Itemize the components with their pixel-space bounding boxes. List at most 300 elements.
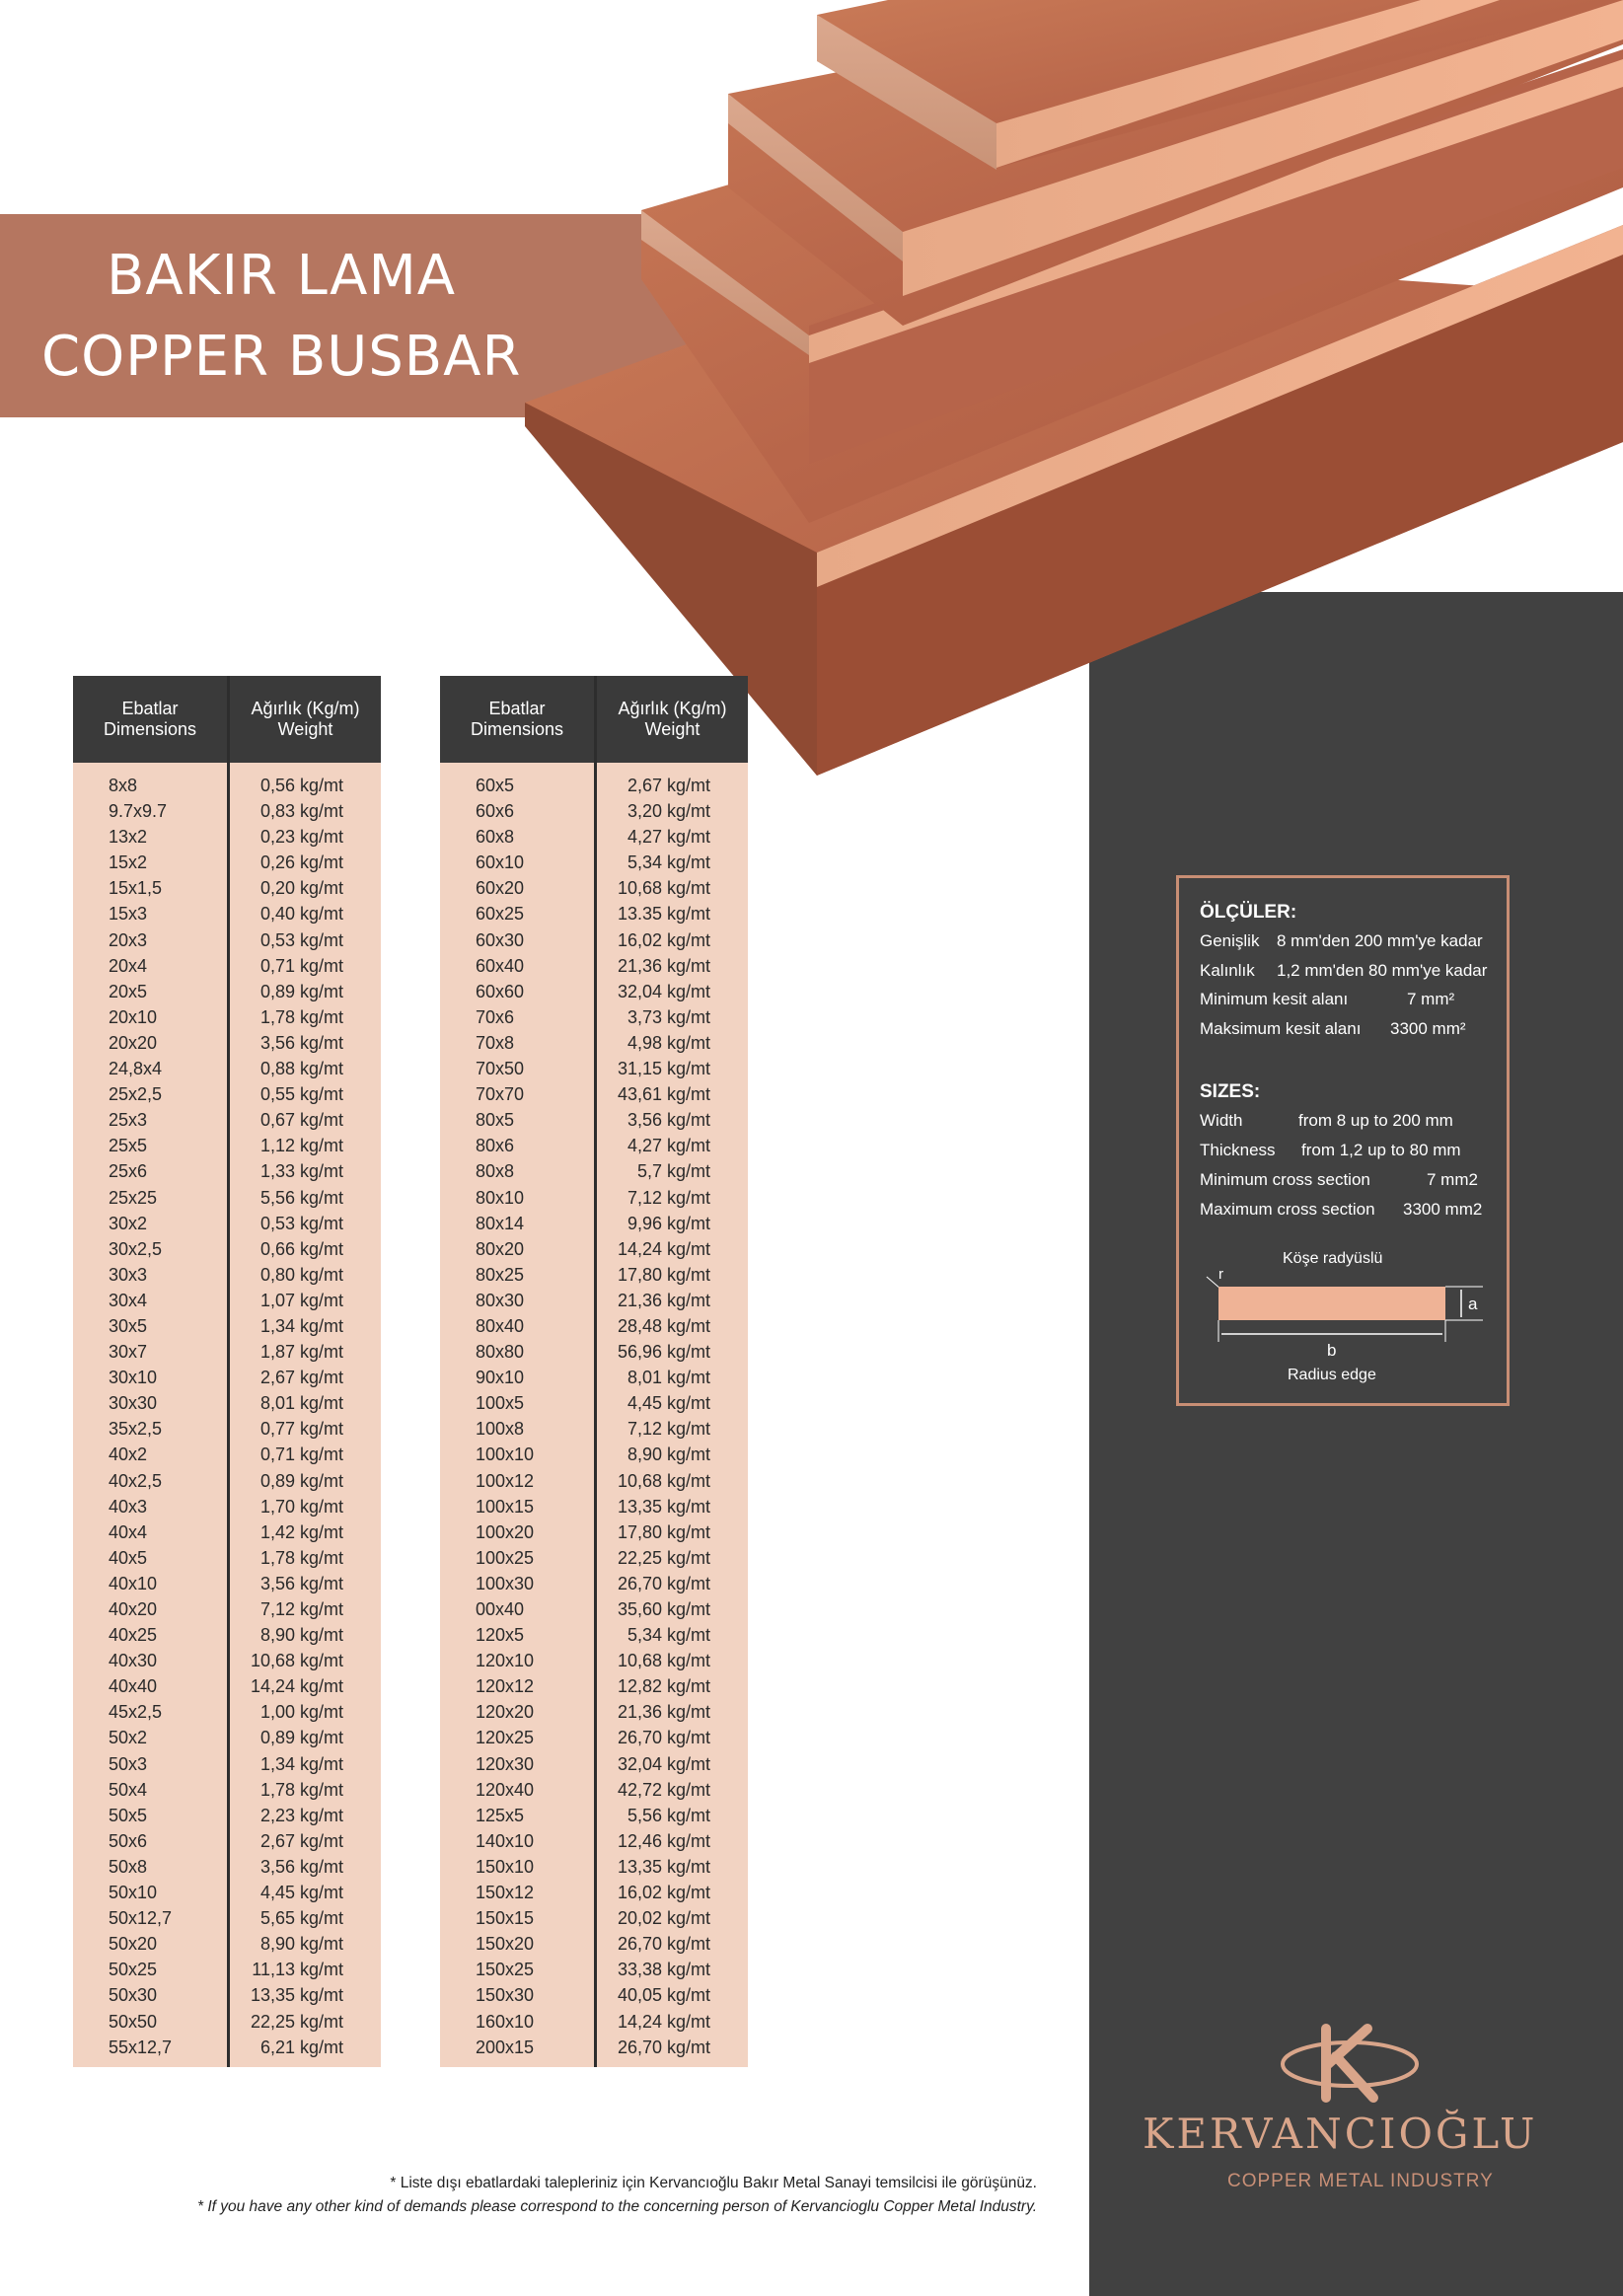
dimension-cell: 40x4 (109, 1521, 148, 1542)
weight-cell: 1,70 kg/mt (259, 1496, 343, 1517)
weight-cell: 26,70 kg/mt (617, 1573, 710, 1593)
header-dimensions (440, 676, 594, 763)
table-row (440, 1416, 748, 1442)
table-row (73, 1339, 381, 1365)
weight-cell: 13,35 kg/mt (250, 1985, 343, 2006)
title-turkish: BAKIR LAMA (107, 244, 457, 308)
dimension-cell: 50x10 (109, 1883, 158, 1903)
dimension-cell: 200x15 (476, 2037, 535, 2057)
table-row (73, 798, 381, 824)
weight-cell: 17,80 kg/mt (617, 1521, 710, 1542)
weight-cell: 1,78 kg/mt (259, 1006, 343, 1027)
weight-cell: 14,24 kg/mt (250, 1676, 343, 1697)
table-row (73, 901, 381, 926)
weight-cell: 5,65 kg/mt (259, 1908, 343, 1929)
weight-cell: 0,53 kg/mt (259, 1213, 343, 1233)
table-row (73, 1673, 381, 1699)
dimensions-table-right (440, 676, 748, 2067)
spec-value: 1,2 mm'den 80 mm'ye kadar (1277, 961, 1488, 980)
diagram-a-label: a (1468, 1295, 1478, 1313)
dimension-cell: 25x2,5 (109, 1084, 163, 1105)
table-row (440, 1931, 748, 1957)
dimension-cell: 60x30 (476, 929, 525, 950)
weight-cell: 4,45 kg/mt (627, 1393, 710, 1414)
table-row (73, 850, 381, 875)
table-row (73, 1107, 381, 1133)
dimension-cell: 15x1,5 (109, 878, 163, 899)
table-row (440, 1390, 748, 1416)
weight-cell: 32,04 kg/mt (617, 1753, 710, 1774)
weight-cell: 22,25 kg/mt (617, 1547, 710, 1568)
weight-cell: 0,83 kg/mt (259, 801, 343, 822)
table-row (73, 773, 381, 798)
dimension-cell: 40x10 (109, 1573, 158, 1593)
dimension-cell: 50x5 (109, 1805, 148, 1825)
dimension-cell: 60x8 (476, 827, 515, 848)
dimension-cell: 13x2 (109, 827, 148, 848)
dimension-cell: 80x25 (476, 1264, 525, 1285)
table-row (73, 953, 381, 979)
table-row (440, 1056, 748, 1081)
table-row (440, 1081, 748, 1107)
table-row (440, 850, 748, 875)
dimension-cell: 50x50 (109, 2011, 158, 2032)
spec-label: Kalınlık (1200, 961, 1255, 980)
spec-label: Maximum cross section (1200, 1200, 1375, 1219)
weight-cell: 8,90 kg/mt (627, 1444, 710, 1465)
table-row (73, 1211, 381, 1236)
weight-cell: 9,96 kg/mt (627, 1213, 710, 1233)
spec-label: Genişlik (1200, 931, 1260, 950)
footnote-en: * If you have any other kind of demands please correspond to the concerning person of Kervancioglu Copper Metal Industry. (197, 2198, 1037, 2215)
spec-row-en (1200, 1111, 1453, 1131)
table-row (73, 1982, 381, 2008)
spec-label: Thickness (1200, 1141, 1276, 1159)
table-row (440, 1211, 748, 1236)
table-row (440, 1880, 748, 1905)
table-row (440, 1648, 748, 1673)
weight-cell: 0,71 kg/mt (259, 955, 343, 976)
dimension-cell: 15x3 (109, 904, 148, 925)
dimension-cell: 80x80 (476, 1342, 525, 1363)
table-row (73, 824, 381, 850)
dimension-cell: 30x2,5 (109, 1238, 163, 1259)
dimension-cell: 60x6 (476, 801, 515, 822)
table-row (440, 1185, 748, 1211)
dimension-cell: 50x25 (109, 1960, 158, 1980)
weight-cell: 14,24 kg/mt (617, 1238, 710, 1259)
table-row (440, 1262, 748, 1288)
table-row (73, 1004, 381, 1030)
spec-row-tr (1200, 931, 1483, 951)
table-row (73, 1880, 381, 1905)
dimension-cell: 120x25 (476, 1728, 535, 1748)
table-row (440, 1957, 748, 1982)
weight-cell: 20,02 kg/mt (617, 1908, 710, 1929)
spec-row-en (1200, 1141, 1461, 1160)
table-row (73, 1622, 381, 1648)
header-dimensions (73, 676, 227, 763)
weight-cell: 7,12 kg/mt (259, 1599, 343, 1619)
dimension-cell: 25x25 (109, 1187, 158, 1208)
weight-cell: 8,90 kg/mt (259, 1934, 343, 1955)
dimension-cell: 40x2 (109, 1444, 148, 1465)
table-row (73, 927, 381, 953)
table-row (440, 1571, 748, 1596)
weight-cell: 43,61 kg/mt (617, 1084, 710, 1105)
spec-value: 7 mm2 (1427, 1170, 1478, 1189)
weight-cell: 1,34 kg/mt (259, 1315, 343, 1336)
dimension-cell: 120x12 (476, 1676, 535, 1697)
dimension-cell: 30x5 (109, 1315, 148, 1336)
table-row (440, 1905, 748, 1931)
weight-cell: 10,68 kg/mt (617, 878, 710, 899)
table-row (440, 773, 748, 798)
weight-cell: 1,33 kg/mt (259, 1161, 343, 1182)
dimension-cell: 50x20 (109, 1934, 158, 1955)
dimension-cell: 90x10 (476, 1368, 525, 1388)
table-row (440, 798, 748, 824)
dimension-cell: 80x5 (476, 1110, 515, 1131)
dimension-cell: 20x20 (109, 1032, 158, 1053)
weight-cell: 4,27 kg/mt (627, 1136, 710, 1156)
weight-cell: 0,53 kg/mt (259, 929, 343, 950)
spec-label: Width (1200, 1111, 1243, 1130)
weight-cell: 13.35 kg/mt (617, 904, 710, 925)
specifications-box (1176, 875, 1510, 1406)
weight-cell: 31,15 kg/mt (617, 1059, 710, 1079)
table-row (73, 1288, 381, 1313)
table-row (440, 1622, 748, 1648)
spec-value: 3300 mm2 (1403, 1200, 1483, 1219)
weight-cell: 4,98 kg/mt (627, 1032, 710, 1053)
dimension-cell: 80x30 (476, 1290, 525, 1310)
table-row (73, 1158, 381, 1184)
dimension-cell: 30x2 (109, 1213, 148, 1233)
dimension-cell: 150x30 (476, 1985, 535, 2006)
dimension-cell: 50x30 (109, 1985, 158, 2006)
dimension-cell: 80x40 (476, 1315, 525, 1336)
dimension-cell: 125x5 (476, 1805, 525, 1825)
weight-cell: 1,78 kg/mt (259, 1547, 343, 1568)
dimension-cell: 80x6 (476, 1136, 515, 1156)
dimension-cell: 50x3 (109, 1753, 148, 1774)
weight-cell: 40,05 kg/mt (617, 1985, 710, 2006)
table-row (440, 979, 748, 1004)
table-row (73, 1081, 381, 1107)
weight-cell: 12,82 kg/mt (617, 1676, 710, 1697)
weight-cell: 3,73 kg/mt (627, 1006, 710, 1027)
dimension-cell: 55x12,7 (109, 2037, 173, 2057)
table-row (440, 1673, 748, 1699)
table-row (73, 1931, 381, 1957)
weight-cell: 0,20 kg/mt (259, 878, 343, 899)
table-row (73, 1828, 381, 1854)
weight-cell: 26,70 kg/mt (617, 1934, 710, 1955)
table-row (440, 927, 748, 953)
table-row (440, 1803, 748, 1828)
weight-cell: 2,23 kg/mt (259, 1805, 343, 1825)
dimension-cell: 20x5 (109, 981, 148, 1001)
weight-cell: 4,45 kg/mt (259, 1883, 343, 1903)
weight-cell: 0,80 kg/mt (259, 1264, 343, 1285)
weight-cell: 7,12 kg/mt (627, 1187, 710, 1208)
table-row (440, 1545, 748, 1571)
weight-cell: 0,77 kg/mt (259, 1419, 343, 1440)
weight-cell: 5,56 kg/mt (259, 1187, 343, 1208)
table-row (440, 1777, 748, 1803)
weight-cell: 2,67 kg/mt (259, 1368, 343, 1388)
table-row (73, 875, 381, 901)
table-row (440, 1468, 748, 1494)
dimension-cell: 70x50 (476, 1059, 525, 1079)
dimension-cell: 25x5 (109, 1136, 148, 1156)
table-row (73, 1056, 381, 1081)
header-weight-en: Weight (277, 719, 333, 739)
weight-cell: 1,78 kg/mt (259, 1779, 343, 1800)
weight-cell: 17,80 kg/mt (617, 1264, 710, 1285)
weight-cell: 21,36 kg/mt (617, 1702, 710, 1723)
dimension-cell: 100x20 (476, 1521, 535, 1542)
table-row (440, 953, 748, 979)
table-row (440, 2009, 748, 2035)
table-row (73, 1313, 381, 1339)
weight-cell: 16,02 kg/mt (617, 929, 710, 950)
table-row (73, 1236, 381, 1262)
diagram-busbar (1218, 1287, 1445, 1320)
dimension-cell: 70x70 (476, 1084, 525, 1105)
dimensions-table-left (73, 676, 381, 2067)
table-row (440, 1313, 748, 1339)
weight-cell: 0,89 kg/mt (259, 981, 343, 1001)
spec-value: from 1,2 up to 80 mm (1301, 1141, 1461, 1159)
table-row (440, 875, 748, 901)
table-row (440, 1725, 748, 1750)
dimension-cell: 60x60 (476, 981, 525, 1001)
table-row (440, 1699, 748, 1725)
table-row (73, 1365, 381, 1390)
dimension-cell: 80x14 (476, 1213, 525, 1233)
weight-cell: 1,00 kg/mt (259, 1702, 343, 1723)
table-row (440, 1494, 748, 1519)
dimension-cell: 30x30 (109, 1393, 158, 1414)
weight-cell: 0,40 kg/mt (259, 904, 343, 925)
weight-cell: 12,46 kg/mt (617, 1830, 710, 1851)
table-row (73, 1390, 381, 1416)
spec-value: 8 mm'den 200 mm'ye kadar (1277, 931, 1483, 950)
table-row (440, 1854, 748, 1880)
dimension-cell: 45x2,5 (109, 1702, 163, 1723)
dimension-cell: 100x10 (476, 1444, 535, 1465)
table-row (440, 1339, 748, 1365)
weight-cell: 0,66 kg/mt (259, 1238, 343, 1259)
table-row (73, 1854, 381, 1880)
brand-tagline: COPPER METAL INDUSTRY (1227, 2171, 1494, 2191)
weight-cell: 3,56 kg/mt (259, 1573, 343, 1593)
weight-cell: 2,67 kg/mt (259, 1830, 343, 1851)
dimension-cell: 150x15 (476, 1908, 535, 1929)
weight-cell: 10,68 kg/mt (250, 1651, 343, 1671)
table-row (73, 1803, 381, 1828)
table-rows (440, 773, 748, 2060)
spec-row-tr (1200, 1019, 1466, 1039)
spec-label: Minimum kesit alanı (1200, 990, 1349, 1008)
weight-cell: 0,55 kg/mt (259, 1084, 343, 1105)
weight-cell: 0,71 kg/mt (259, 1444, 343, 1465)
footnote-tr: * Liste dışı ebatlardaki talepleriniz için Kervancıoğlu Bakır Metal Sanayi temsilcisi ile görüşünüz. (390, 2175, 1037, 2191)
dimension-cell: 100x8 (476, 1419, 525, 1440)
dimension-cell: 100x25 (476, 1547, 535, 1568)
spec-row-en (1200, 1200, 1483, 1220)
spec-value: 7 mm² (1407, 990, 1455, 1008)
table-row (73, 1416, 381, 1442)
table-row (73, 979, 381, 1004)
dimension-cell: 60x5 (476, 776, 515, 795)
dimension-cell: 40x20 (109, 1599, 158, 1619)
brand-name: KERVANCIOĞLU (1143, 2110, 1538, 2158)
dimension-cell: 15x2 (109, 852, 148, 873)
header-weight-en: Weight (644, 719, 701, 739)
dimension-cell: 60x25 (476, 904, 525, 925)
table-row (440, 1982, 748, 2008)
dimension-cell: 24,8x4 (109, 1059, 163, 1079)
weight-cell: 26,70 kg/mt (617, 2037, 710, 2057)
table-row (73, 1468, 381, 1494)
weight-cell: 4,27 kg/mt (627, 827, 710, 848)
table-row (73, 1596, 381, 1622)
dimension-cell: 60x20 (476, 878, 525, 899)
dimension-cell: 60x10 (476, 852, 525, 873)
weight-cell: 35,60 kg/mt (617, 1599, 710, 1619)
dimension-cell: 40x25 (109, 1625, 158, 1646)
dimension-cell: 120x10 (476, 1651, 535, 1671)
dimension-cell: 100x12 (476, 1470, 535, 1491)
dimension-cell: 30x4 (109, 1290, 148, 1310)
diagram-bottom-label: Radius edge (1288, 1367, 1376, 1383)
dimension-cell: 40x5 (109, 1547, 148, 1568)
header-weight-tr: Ağırlık (Kg/m) (618, 699, 727, 718)
weight-cell: 8,01 kg/mt (627, 1368, 710, 1388)
weight-cell: 0,89 kg/mt (259, 1470, 343, 1491)
dimension-cell: 25x6 (109, 1161, 148, 1182)
dimension-cell: 30x3 (109, 1264, 148, 1285)
table-row (440, 1288, 748, 1313)
header-dimensions-tr: Ebatlar (121, 699, 179, 718)
weight-cell: 42,72 kg/mt (617, 1779, 710, 1800)
header-weight (230, 676, 381, 763)
radius-edge-diagram (1179, 1243, 1507, 1391)
dimension-cell: 40x40 (109, 1676, 158, 1697)
weight-cell: 2,67 kg/mt (627, 776, 710, 795)
dimension-cell: 80x20 (476, 1238, 525, 1259)
dimension-cell: 20x4 (109, 955, 148, 976)
weight-cell: 0,89 kg/mt (259, 1728, 343, 1748)
dimension-cell: 150x12 (476, 1883, 535, 1903)
dimension-cell: 120x40 (476, 1779, 535, 1800)
weight-cell: 13,35 kg/mt (617, 1496, 710, 1517)
table-row (73, 1442, 381, 1467)
dimension-cell: 150x10 (476, 1856, 535, 1877)
table-row (73, 1030, 381, 1056)
table-row (440, 1442, 748, 1467)
dimension-cell: 60x40 (476, 955, 525, 976)
weight-cell: 11,13 kg/mt (252, 1960, 343, 1980)
table-row (73, 2009, 381, 2035)
dimension-cell: 25x3 (109, 1110, 148, 1131)
spec-value: from 8 up to 200 mm (1298, 1111, 1453, 1130)
table-rows (73, 773, 381, 2060)
header-weight-tr: Ağırlık (Kg/m) (251, 699, 360, 718)
spec-label: Maksimum kesit alanı (1200, 1019, 1362, 1038)
table-row (73, 1957, 381, 1982)
dimension-cell: 50x8 (109, 1856, 148, 1877)
weight-cell: 7,12 kg/mt (627, 1419, 710, 1440)
weight-cell: 32,04 kg/mt (617, 981, 710, 1001)
weight-cell: 0,23 kg/mt (259, 827, 343, 848)
dimension-cell: 30x7 (109, 1342, 148, 1363)
table-row (440, 901, 748, 926)
weight-cell: 6,21 kg/mt (259, 2037, 343, 2057)
weight-cell: 3,56 kg/mt (627, 1110, 710, 1131)
dimension-cell: 40x2,5 (109, 1470, 163, 1491)
table-row (440, 1596, 748, 1622)
dimension-cell: 00x40 (476, 1599, 525, 1619)
table-row (73, 1751, 381, 1777)
weight-cell: 5,34 kg/mt (627, 1625, 710, 1646)
dimension-cell: 100x5 (476, 1393, 525, 1414)
title-english: COPPER BUSBAR (41, 325, 522, 389)
dimension-cell: 20x10 (109, 1006, 158, 1027)
table-row (73, 1699, 381, 1725)
diagram-top-label: Köşe radyüslü (1283, 1250, 1383, 1267)
weight-cell: 0,26 kg/mt (259, 852, 343, 873)
dimension-cell: 80x10 (476, 1187, 525, 1208)
spec-row-tr (1200, 961, 1488, 981)
weight-cell: 5,7 kg/mt (636, 1161, 710, 1182)
table-row (440, 1030, 748, 1056)
weight-cell: 1,07 kg/mt (259, 1290, 343, 1310)
table-row (440, 1751, 748, 1777)
dimension-cell: 20x3 (109, 929, 148, 950)
table-row (73, 1519, 381, 1545)
dimension-cell: 50x4 (109, 1779, 148, 1800)
weight-cell: 13,35 kg/mt (617, 1856, 710, 1877)
weight-cell: 5,34 kg/mt (627, 852, 710, 873)
dimension-cell: 50x6 (109, 1830, 148, 1851)
table-row (73, 1905, 381, 1931)
weight-cell: 3,20 kg/mt (627, 801, 710, 822)
table-row (73, 1494, 381, 1519)
dimension-cell: 100x30 (476, 1573, 535, 1593)
dimension-cell: 120x5 (476, 1625, 525, 1646)
dimension-cell: 70x8 (476, 1032, 515, 1053)
diagram-r-label: r (1218, 1266, 1223, 1283)
weight-cell: 0,88 kg/mt (259, 1059, 343, 1079)
spec-heading-tr: ÖLÇÜLER: (1200, 902, 1297, 923)
spec-heading-en: SIZES: (1200, 1081, 1261, 1102)
weight-cell: 10,68 kg/mt (617, 1651, 710, 1671)
weight-cell: 21,36 kg/mt (617, 1290, 710, 1310)
header-dimensions-en: Dimensions (470, 719, 564, 739)
weight-cell: 10,68 kg/mt (617, 1470, 710, 1491)
diagram-b-label: b (1327, 1341, 1337, 1360)
table-row (440, 824, 748, 850)
dimension-cell: 40x30 (109, 1651, 158, 1671)
table-row (440, 1133, 748, 1158)
dimension-cell: 150x20 (476, 1934, 535, 1955)
weight-cell: 1,12 kg/mt (259, 1136, 343, 1156)
weight-cell: 14,24 kg/mt (617, 2011, 710, 2032)
